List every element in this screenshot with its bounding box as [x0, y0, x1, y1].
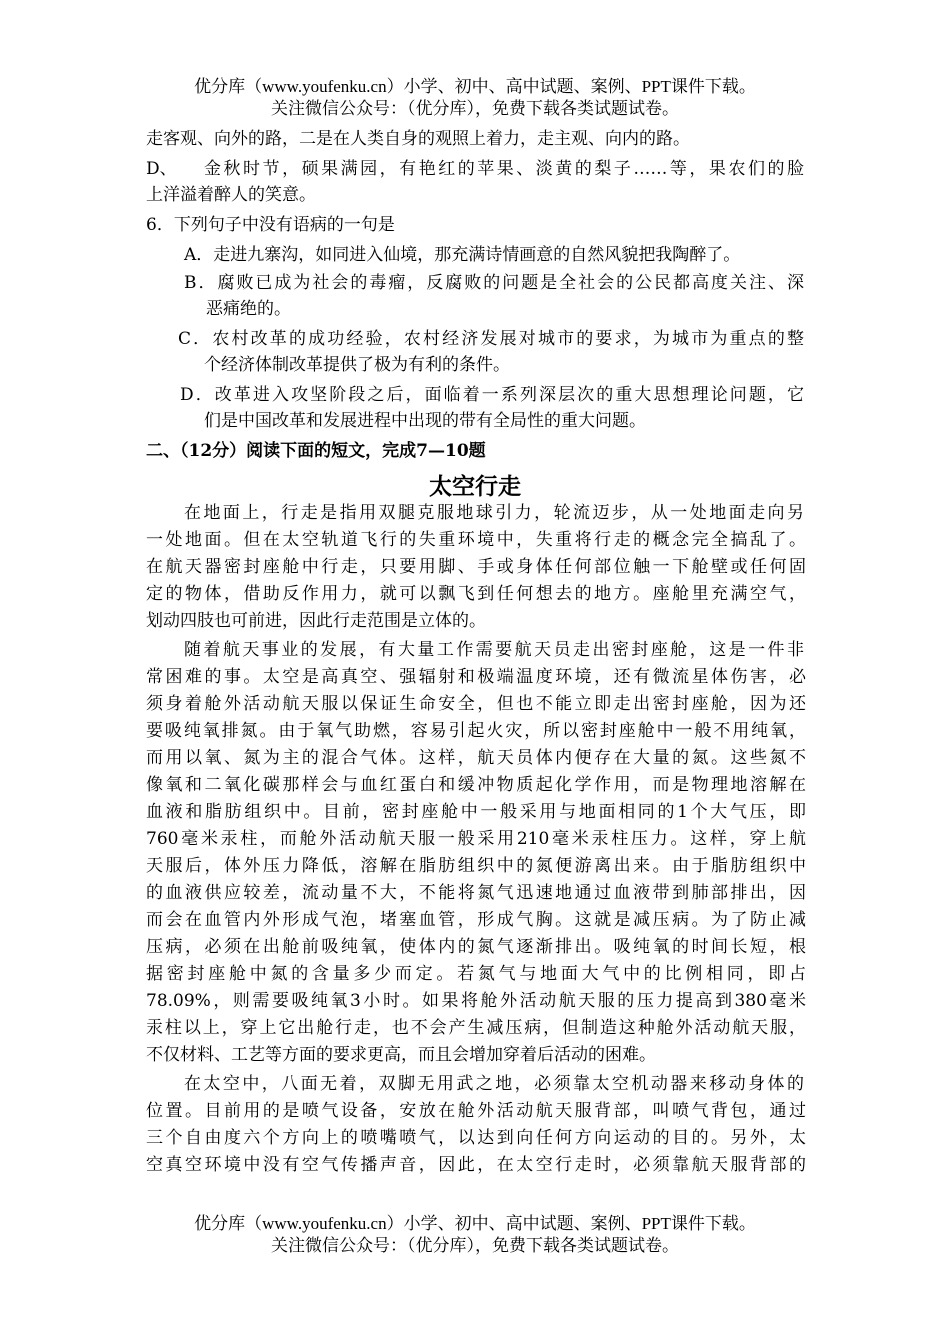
para-line: 位置。目前用的是喷气设备，安放在舱外活动航天服背部，叫喷气背包，通过: [146, 1101, 806, 1121]
para-line: 一处地面。但在太空轨道飞行的失重环境中，失重将行走的概念完全搞乱了。: [146, 530, 806, 550]
para-line: 在太空中，八面无着，双脚无用武之地，必须靠太空机动器来移动身体的: [184, 1074, 804, 1094]
para-line: 须身着舱外活动航天服以保证生命安全，但也不能立即走出密封座舱，因为还: [146, 694, 806, 714]
header-line-1: 优分库（www.youfenku.cn）小学、初中、高中试题、案例、PPT课件下载。: [194, 77, 756, 96]
para-line: 空真空环境中没有空气传播声音，因此，在太空行走时，必须靠航天服背部的: [146, 1155, 806, 1175]
para-line: 在航天器密封座舱中行走，只要用脚、手或身体任何部位触一下舱壁或任何固: [146, 557, 806, 577]
para-line: 随着航天事业的发展，有大量工作需要航天员走出密封座舱，这是一件非: [184, 640, 804, 660]
q6-option-c-line-1: C．农村改革的成功经验，农村经济发展对城市的要求，为城市为重点的整: [178, 329, 804, 349]
para-line: 常困难的事。太空是高真空、强辐射和极端温度环境，还有微流星体伤害，必: [146, 667, 806, 687]
option-d-line-1: 金秋时节，硕果满园，有艳红的苹果、淡黄的梨子……等，果农们的脸: [204, 159, 804, 179]
para-line: 据密封座舱中氮的含量多少而定。若氮气与地面大气中的比例相同，即占: [146, 964, 806, 984]
para-line: 汞柱以上，穿上它出舱行走，也不会产生减压病，但制造这种舱外活动航天服，: [146, 1018, 806, 1038]
para-line: 定的物体，借助反作用力，就可以飘飞到任何想去的地方。座舱里充满空气，: [146, 584, 806, 604]
option-d-label: D、: [146, 159, 177, 179]
para-line: 不仅材料、工艺等方面的要求更高，而且会增加穿着后活动的困难。: [146, 1045, 656, 1065]
footer-line-2: 关注微信公众号：（优分库），免费下载各类试题试卷。: [271, 1236, 679, 1255]
para-line: 78.09%，则需要吸纯氧3小时。如果将舱外活动航天服的压力提高到380毫米: [146, 991, 806, 1011]
q6-option-d-line-1: D．改革进入攻坚阶段之后，面临着一系列深层次的重大思想理论问题，它: [180, 385, 804, 405]
q6-option-a: A．走进九寨沟，如同进入仙境，那充满诗情画意的自然风貌把我陶醉了。: [184, 245, 741, 265]
continuation-line: 走客观、向外的路，二是在人类自身的观照上着力，走主观、向内的路。: [146, 129, 690, 149]
para-line: 三个自由度六个方向上的喷嘴喷气，以达到向任何方向运动的目的。另外，太: [146, 1128, 806, 1148]
para-line: 划动四肢也可前进，因此行走范围是立体的。: [146, 611, 486, 631]
q6-option-c-line-2: 个经济体制改革提供了极为有利的条件。: [204, 355, 510, 375]
para-line: 天服后，体外压力降低，溶解在脂肪组织中的氮便游离出来。由于脂肪组织中: [146, 856, 806, 876]
para-line: 血液和脂肪组织中。目前，密封座舱中一般采用与地面相同的1个大气压，即: [146, 802, 806, 822]
para-line: 像氧和二氧化碳那样会与血红蛋白和缓冲物质起化学作用，而是物理地溶解在: [146, 775, 806, 795]
q6-option-b-line-2: 恶痛绝的。: [206, 299, 291, 319]
footer-line-1: 优分库（www.youfenku.cn）小学、初中、高中试题、案例、PPT课件下载。: [194, 1214, 756, 1233]
para-line: 而用以氧、氮为主的混合气体。这样，航天员体内便存在大量的氮。这些氮不: [146, 748, 806, 768]
q6-option-d-line-2: 们是中国改革和发展进程中出现的带有全局性的重大问题。: [204, 411, 646, 431]
section-2-heading: 二、（12分）阅读下面的短文，完成7—10题: [146, 441, 486, 461]
para-line: 要吸纯氧排氮。由于氧气助燃，容易引起火灾，所以密封座舱中一般不用纯氧，: [146, 721, 806, 741]
para-line: 的血液供应较差，流动量不大，不能将氮气迅速地通过血液带到肺部排出，因: [146, 883, 806, 903]
para-line: 760毫米汞柱，而舱外活动航天服一般采用210毫米汞柱压力。这样，穿上航: [146, 829, 806, 849]
para-line: 在地面上，行走是指用双腿克服地球引力，轮流迈步，从一处地面走向另: [184, 503, 804, 523]
para-line: 压病，必须在出舱前吸纯氧，使体内的氮气逐渐排出。吸纯氧的时间长短，根: [146, 937, 806, 957]
option-d-line-2: 上洋溢着醉人的笑意。: [146, 185, 316, 205]
header-line-2: 关注微信公众号：（优分库），免费下载各类试题试卷。: [271, 99, 679, 118]
question-6-stem: 6．下列句子中没有语病的一句是: [146, 215, 395, 235]
para-line: 而会在血管内外形成气泡，堵塞血管，形成气胸。这就是减压病。为了防止减: [146, 910, 806, 930]
q6-option-b-line-1: B．腐败已成为社会的毒瘤，反腐败的问题是全社会的公民都高度关注、深: [184, 273, 804, 293]
article-title: 太空行走: [429, 474, 521, 500]
